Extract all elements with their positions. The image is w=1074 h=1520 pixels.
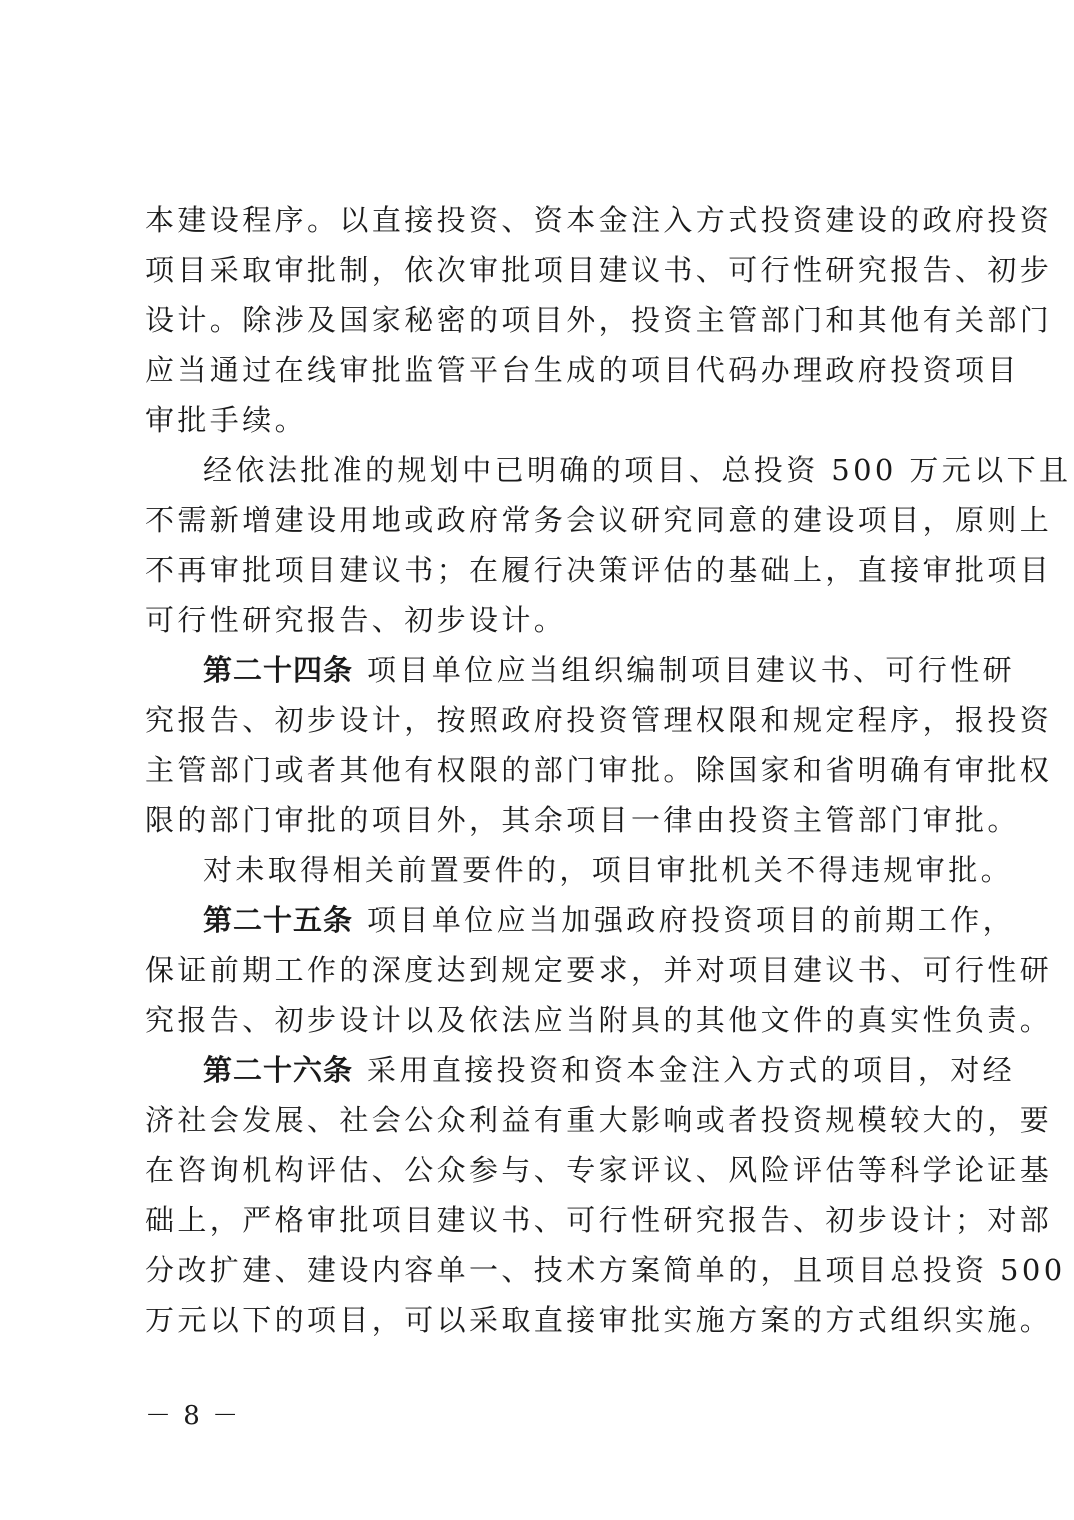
text-line: 础上，严格审批项目建议书、可行性研究报告、初步设计；对部	[145, 1203, 1053, 1237]
text-line: 项目采取审批制，依次审批项目建议书、可行性研究报告、初步	[145, 253, 1053, 287]
text-line: 究报告、初步设计，按照政府投资管理权限和规定程序，报投资	[145, 703, 1053, 737]
text-line: 主管部门或者其他有权限的部门审批。除国家和省明确有审批权	[145, 753, 1053, 787]
article-heading-24: 第二十四条	[203, 653, 354, 687]
text-line: 应当通过在线审批监管平台生成的项目代码办理政府投资项目	[145, 353, 1020, 387]
text-line: 万元以下的项目，可以采取直接审批实施方案的方式组织实施。	[145, 1303, 1053, 1337]
article-heading-26: 第二十六条	[203, 1053, 354, 1087]
text-line: 审批手续。	[145, 403, 308, 437]
text-line: 可行性研究报告、初步设计。	[145, 603, 567, 637]
text-line: 济社会发展、社会公众利益有重大影响或者投资规模较大的，要	[145, 1103, 1053, 1137]
text-line: 设计。除涉及国家秘密的项目外，投资主管部门和其他有关部门	[145, 303, 1053, 337]
text-segment: 项目单位应当加强政府投资项目的前期工作，	[367, 903, 1016, 937]
text-line: 分改扩建、建设内容单一、技术方案简单的，且项目总投资 500	[145, 1253, 1066, 1287]
article-26-line	[145, 1045, 1016, 1095]
page-number: － 8 －	[145, 1401, 241, 1431]
document-body	[145, 195, 1072, 1345]
text-line: 究报告、初步设计以及依法应当附具的其他文件的真实性负责。	[145, 1003, 1053, 1037]
article-heading-25: 第二十五条	[203, 903, 354, 937]
text-segment: 项目单位应当组织编制项目建议书、可行性研	[367, 653, 1016, 687]
article-25-line	[145, 895, 1016, 945]
text-line: 经依法批准的规划中已明确的项目、总投资 500 万元以下且	[203, 453, 1072, 487]
text-line: 对未取得相关前置要件的，项目审批机关不得违规审批。	[203, 853, 1014, 887]
text-line: 本建设程序。以直接投资、资本金注入方式投资建设的政府投资	[145, 203, 1053, 237]
article-24-line	[145, 645, 1016, 695]
text-line: 保证前期工作的深度达到规定要求，并对项目建议书、可行性研	[145, 953, 1053, 987]
text-line: 限的部门审批的项目外，其余项目一律由投资主管部门审批。	[145, 803, 1020, 837]
text-segment: 采用直接投资和资本金注入方式的项目，对经	[367, 1053, 1016, 1087]
text-line: 不再审批项目建议书；在履行决策评估的基础上，直接审批项目	[145, 553, 1053, 587]
text-line: 不需新增建设用地或政府常务会议研究同意的建设项目，原则上	[145, 503, 1053, 537]
text-line: 在咨询机构评估、公众参与、专家评议、风险评估等科学论证基	[145, 1153, 1053, 1187]
